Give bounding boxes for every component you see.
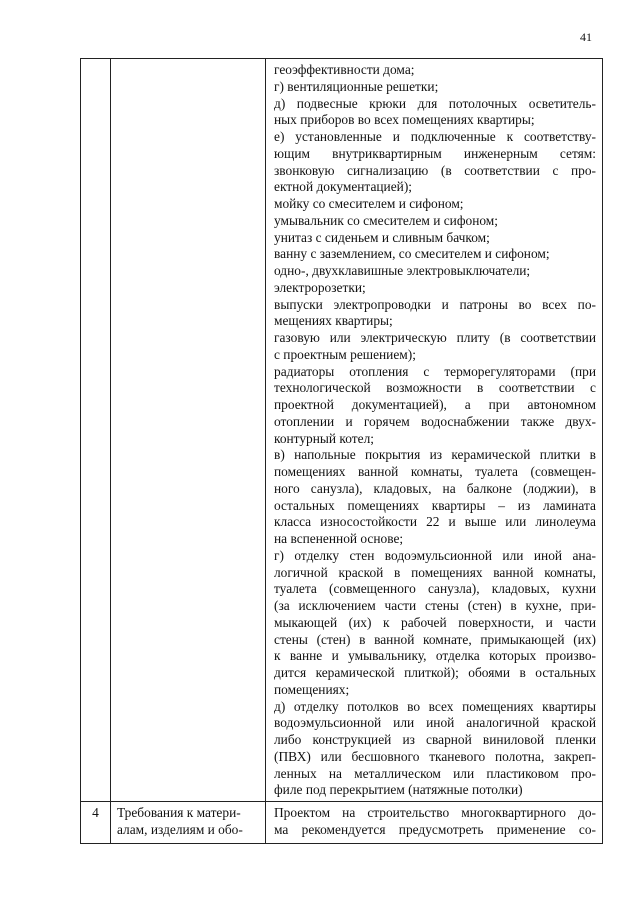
text-line: помещениях ванной комнаты, туалета (совмещен-	[274, 464, 596, 479]
text-line: ванну с заземлением, со смесителем и сифоном;	[274, 246, 550, 262]
requirements-table	[80, 58, 603, 844]
text-line: умывальник со смесителем и сифоном;	[274, 212, 498, 228]
text-line: мещениях квартиры;	[274, 313, 393, 329]
text-line: ных приборов во всех помещениях квартиры;	[274, 112, 535, 128]
text-line: д) подвесные крюки для потолочных осветитель-	[274, 95, 596, 111]
text-line: филе под перекрытием (натяжные потолки)	[274, 782, 523, 798]
text-line: электророзетки;	[274, 279, 366, 295]
text-line: контурный котел;	[274, 430, 374, 446]
text-line: д) отделку потолков во всех помещениях квартиры	[274, 698, 596, 714]
text-line: отоплении и горячем водоснабжении также двух-	[274, 413, 596, 429]
text-line: мойку со смесителем и сифоном;	[274, 196, 464, 211]
text-line: унитаз с сиденьем и сливным бачком;	[274, 229, 490, 245]
text-line: помещениях;	[274, 681, 350, 697]
text-line: логичной краской в помещениях ванной комнаты,	[274, 564, 596, 580]
page-number: 41	[580, 30, 592, 44]
text-line: технологической возможности в соответствии с	[274, 380, 596, 396]
text-line: ного санузла), кладовых, на балконе (лоджии), в	[274, 480, 596, 496]
text-line: проектной документацией), а при автономном	[274, 397, 596, 412]
text-line: ющим внутриквартирным инженерным сетям:	[274, 145, 596, 161]
text-line: газовую или электрическую плиту (в соответствии	[274, 330, 596, 345]
text-line: на вспененной основе;	[274, 531, 404, 546]
text-line: либо конструкцией из сварной виниловой пленки	[274, 732, 596, 747]
row-number-cell	[81, 59, 111, 802]
text-line: г) отделку стен водоэмульсионной или иной ана-	[274, 547, 596, 563]
text-line: алам, изделиям и обо-	[117, 821, 243, 837]
requirement-name-cell	[111, 802, 266, 844]
text-line: к ванне и умывальнику, отделка которых произво-	[274, 648, 596, 664]
requirement-name-cell	[111, 59, 266, 802]
text-line: с проектным решением);	[274, 346, 416, 362]
text-line: водоэмульсионной или иной аналогичной краской	[274, 715, 596, 731]
table-row	[81, 802, 603, 844]
text-line: радиаторы отопления с терморегуляторами (при	[274, 363, 596, 379]
text-line: одно-, двухклавишные электровыключатели;	[274, 263, 531, 278]
text-line: ектной документацией);	[274, 179, 413, 195]
text-line: звонковую сигнализацию (в соответствии с про-	[274, 162, 596, 178]
text-line: Требования к матери-	[117, 805, 241, 820]
text-line: геоэффективности дома;	[274, 62, 415, 77]
text-line: выпуски электропроводки и патроны во всех по-	[274, 296, 596, 312]
text-line: стены (стен) в ванной комнате, примыкающей (их)	[274, 631, 596, 647]
text-line: туалета (совмещенного санузла), кладовых, кухни	[274, 581, 596, 597]
text-line: ленных на металлическом или пластиковом про-	[274, 765, 596, 781]
text-line: (ПВХ) или бесшовного тканевого полотна, закреп-	[274, 748, 596, 764]
text-line: е) установленные и подключенные к соответству-	[274, 129, 596, 144]
text-line: (за исключением части стены (стен) в кухне, при-	[274, 598, 596, 613]
text-line: Проектом на строительство многоквартирного до-	[274, 805, 596, 820]
text-line: мыкающей (их) к рабочей поверхности, и части	[274, 614, 596, 630]
text-line: класса износостойкости 22 и выше или линолеума	[274, 514, 596, 530]
text-line: дится керамической плиткой); обоями в остальных	[274, 665, 596, 680]
text-line: г) вентиляционные решетки;	[274, 78, 439, 94]
text-line: в) напольные покрытия из керамической плитки в	[274, 447, 596, 463]
row-number-cell: 4	[81, 802, 111, 844]
table-row	[81, 59, 603, 802]
text-line: остальных помещениях квартиры – из ламината	[274, 497, 596, 513]
text-line: ма рекомендуется предусмотреть применение со-	[274, 821, 596, 837]
requirement-content-cell	[266, 59, 603, 802]
requirement-content-cell	[266, 802, 603, 844]
